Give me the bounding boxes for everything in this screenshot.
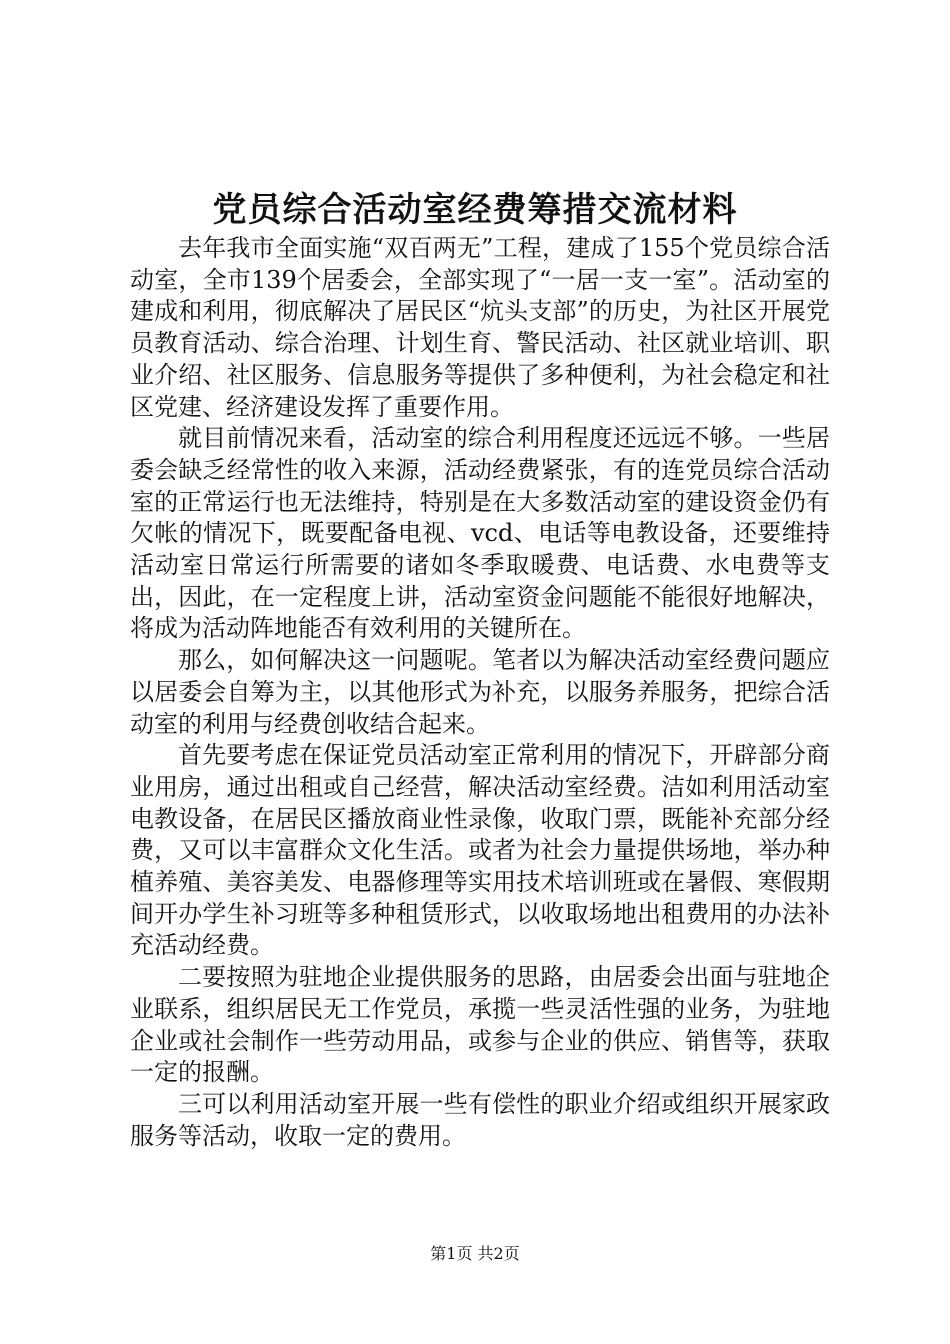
paragraph-5: 二要按照为驻地企业提供服务的思路，由居委会出面与驻地企业联系，组织居民无工作党员，承揽一些灵活性强的业务，为驻地企业或社会制作一些劳动用品，或参与企业的供应、销售等，获取一定的报酬。 — [130, 963, 830, 1087]
paragraph-4: 首先要考虑在保证党员活动室正常利用的情况下，开辟部分商业用房，通过出租或自己经营，解决活动室经费。洁如利用活动室电教设备，在居民区播放商业性录像，收取门票，既能补充部分经费，又可以丰富群众文化生活。或者为社会力量提供场地，举办种植养殖、美容美发、电器修理等实用技术培训班或在暑假、寒假期间开办学生补习班等多种租赁形式，以收取场地出租费用的办法补充活动经费。 — [130, 741, 830, 960]
paragraph-2: 就目前情况来看，活动室的综合利用程度还远远不够。一些居委会缺乏经常性的收入来源，活动经费紧张，有的连党员综合活动室的正常运行也无法维持，特别是在大多数活动室的建设资金仍有欠帐的情况下，既要配备电视、vcd、电话等电教设备，还要维持活动室日常运行所需要的诸如冬季取暖费、电话费、水电费等支出，因此，在一定程度上讲，活动室资金问题能不能很好地解决，将成为活动阵地能否有效利用的关键所在。 — [130, 424, 830, 643]
document-title: 党员综合活动室经费筹措交流材料 — [212, 190, 738, 230]
document-body — [130, 233, 830, 1152]
page-number-footer: 第1页 共2页 — [430, 1244, 520, 1263]
paragraph-1: 去年我市全面实施“双百两无”工程，建成了155个党员综合活动室，全市139个居委会，全部实现了“一居一支一室”。活动室的建成和利用，彻底解决了居民区“炕头支部”的历史，为社区开展党员教育活动、综合治理、计划生育、警民活动、社区就业培训、职业介绍、社区服务、信息服务等提供了多种便利，为社会稳定和社区党建、经济建设发挥了重要作用。 — [130, 234, 830, 421]
paragraph-6: 三可以利用活动室开展一些有偿性的职业介绍或组织开展家政服务等活动，收取一定的费用。 — [130, 1089, 830, 1150]
paragraph-3: 那么，如何解决这一问题呢。笔者以为解决活动室经费问题应以居委会自筹为主，以其他形式为补充，以服务养服务，把综合活动室的利用与经费创收结合起来。 — [130, 646, 830, 738]
